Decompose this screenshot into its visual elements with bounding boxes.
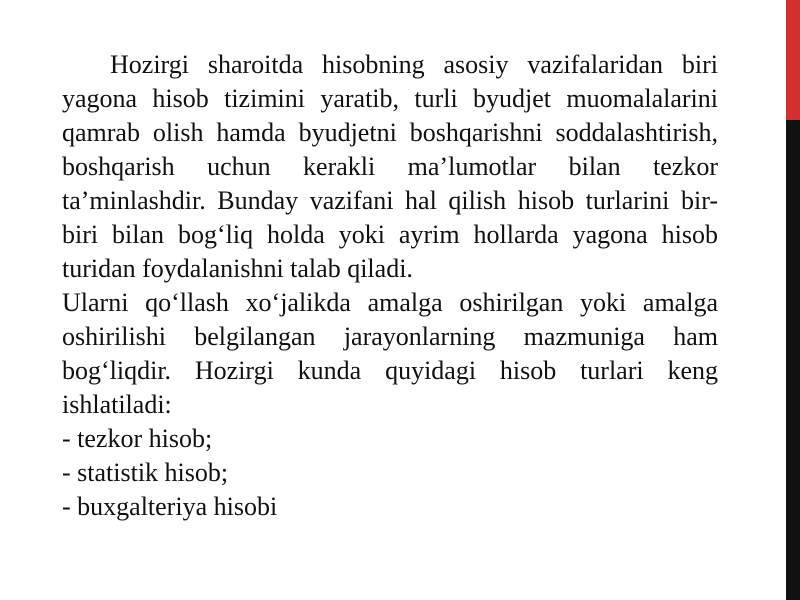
paragraph-2: Ularni qo‘llash xo‘jalikda amalga oshirilgan yoki amalga oshirilishi belgilangan jarayonlarning mazmuniga ham bog‘liqdir. Hozirgi kunda quyidagi hisob turlari keng ishlatiladi:: [62, 288, 718, 419]
accent-bar-red: [786, 0, 800, 120]
list-item: - tezkor hisob;: [62, 424, 213, 453]
hisob-types-list: [62, 422, 718, 524]
list-item: - statistik hisob;: [62, 458, 229, 487]
list-item: - buxgalteriya hisobi: [62, 492, 278, 521]
slide-content: [62, 48, 718, 524]
paragraph-1: Hozirgi sharoitda hisobning asosiy vazifalaridan biri yagona hisob tizimini yaratib, turli byudjet muomalalarini qamrab olish hamda byudjetni boshqarishni soddalashtirish, boshqarish uchun kerakli ma’lumotlar bilan tezkor ta’minlashdir. Bunday vazifani hal qilish hisob turlarini bir-biri bilan bog‘liq holda yoki ayrim hollarda yagona hisob turidan foydalanishni talab qiladi.: [62, 50, 718, 283]
accent-bar-black: [786, 120, 800, 600]
